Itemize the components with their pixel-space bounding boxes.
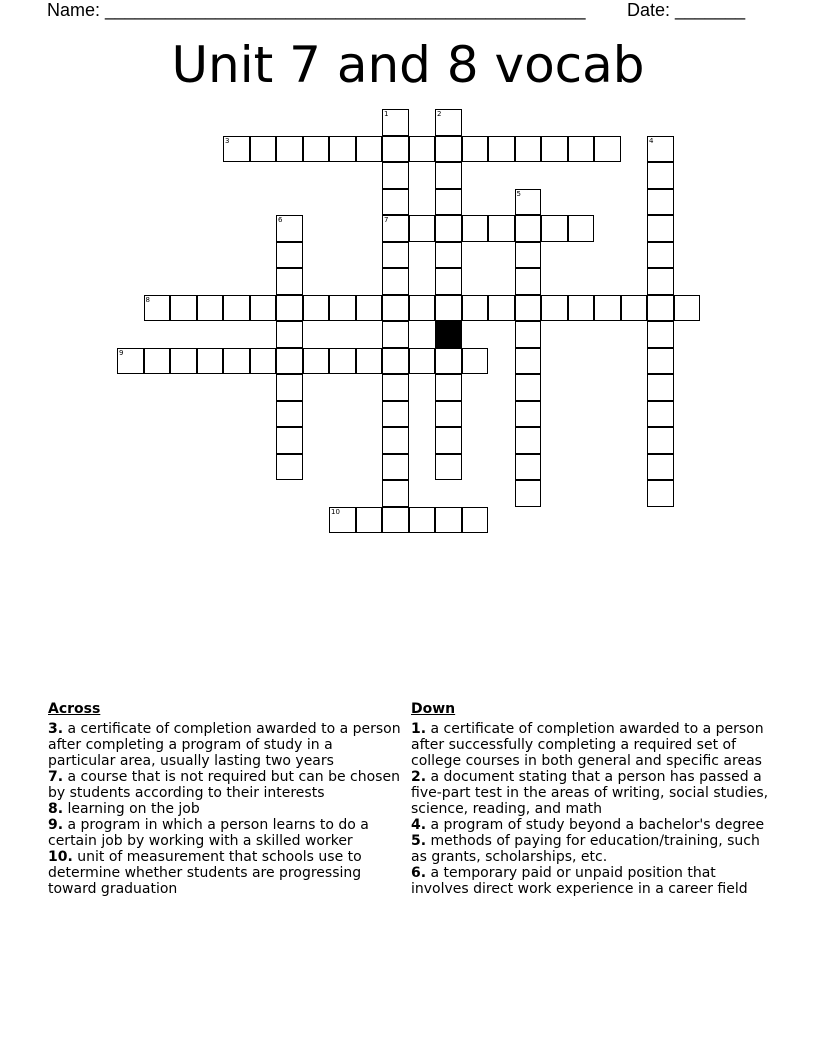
- grid-cell[interactable]: [647, 454, 674, 481]
- across-clue: [48, 801, 403, 817]
- grid-cell[interactable]: [382, 295, 409, 322]
- grid-cell[interactable]: [515, 136, 542, 163]
- grid-cell[interactable]: [647, 374, 674, 401]
- across-clue: [48, 769, 403, 801]
- grid-cell[interactable]: [223, 348, 250, 375]
- grid-cell[interactable]: [276, 321, 303, 348]
- clue-number: 10: [331, 507, 340, 516]
- grid-cell[interactable]: [170, 348, 197, 375]
- grid-cell[interactable]: [674, 295, 701, 322]
- grid-cell[interactable]: [515, 348, 542, 375]
- grid-cell[interactable]: [515, 454, 542, 481]
- grid-cell[interactable]: [382, 242, 409, 269]
- grid-cell[interactable]: [647, 348, 674, 375]
- grid-cell[interactable]: [276, 215, 303, 242]
- across-clues: [48, 701, 403, 897]
- grid-cell[interactable]: [382, 454, 409, 481]
- clue-number: 7: [384, 216, 389, 224]
- grid-cell[interactable]: [647, 162, 674, 189]
- grid-cell[interactable]: [409, 295, 436, 322]
- grid-cell[interactable]: [647, 321, 674, 348]
- clue-label: 6.: [411, 865, 427, 881]
- across-clue: [48, 817, 403, 849]
- grid-cell[interactable]: [329, 295, 356, 322]
- grid-cell[interactable]: [647, 136, 674, 163]
- clue-number: 3: [225, 136, 230, 145]
- down-clue: [411, 865, 771, 897]
- grid-cell[interactable]: [197, 295, 224, 322]
- grid-cell[interactable]: [647, 189, 674, 216]
- grid-cell[interactable]: [435, 401, 462, 428]
- grid-cell[interactable]: [382, 401, 409, 428]
- clue-label: 5.: [411, 833, 427, 849]
- grid-cell[interactable]: [515, 242, 542, 269]
- grid-cell[interactable]: [647, 295, 674, 322]
- grid-cell[interactable]: [382, 215, 409, 242]
- grid-cell[interactable]: [594, 136, 621, 163]
- grid-cell[interactable]: [541, 215, 568, 242]
- grid-cell[interactable]: [435, 295, 462, 322]
- grid-cell[interactable]: [515, 374, 542, 401]
- grid-cell[interactable]: [382, 348, 409, 375]
- grid-cell[interactable]: [621, 295, 648, 322]
- grid-cell[interactable]: [170, 295, 197, 322]
- grid-cell[interactable]: [382, 427, 409, 454]
- grid-cell[interactable]: [515, 480, 542, 507]
- grid-cell[interactable]: [515, 189, 542, 216]
- clue-text: a document stating that a person has passed a five-part test in the areas of writing, social studies, science, reading, and math: [411, 769, 769, 817]
- clue-number: 5: [516, 189, 521, 198]
- clue-text: a certificate of completion awarded to a person after successfully completing a required set of college courses in both general and specific areas: [411, 721, 764, 769]
- grid-cell[interactable]: [435, 268, 462, 295]
- grid-cell[interactable]: [647, 480, 674, 507]
- clue-text: methods of paying for education/training, such as grants, scholarships, etc.: [411, 833, 760, 865]
- clue-text: a certificate of completion awarded to a person after completing a program of study in a particular area, usually lasting two years: [48, 721, 401, 769]
- clue-text: a temporary paid or unpaid position that involves direct work experience in a career field: [411, 865, 748, 897]
- grid-cell[interactable]: [223, 136, 250, 163]
- grid-cell[interactable]: [250, 295, 277, 322]
- grid-cell[interactable]: [250, 348, 277, 375]
- grid-cell[interactable]: [303, 136, 330, 163]
- grid-cell[interactable]: [144, 348, 171, 375]
- grid-cell[interactable]: [647, 215, 674, 242]
- clue-label: 10.: [48, 849, 73, 865]
- grid-cell[interactable]: [356, 507, 383, 534]
- grid-cell[interactable]: [435, 162, 462, 189]
- across-clue-list: [48, 721, 403, 897]
- grid-cell[interactable]: [409, 136, 436, 163]
- clue-label: 9.: [48, 817, 64, 833]
- clue-number: 8: [145, 295, 150, 304]
- grid-cell[interactable]: [409, 348, 436, 375]
- clue-label: 2.: [411, 769, 427, 785]
- grid-cell[interactable]: [276, 454, 303, 481]
- clue-label: 7.: [48, 769, 64, 785]
- clue-number: 2: [437, 110, 442, 118]
- grid-cell[interactable]: [382, 189, 409, 216]
- clue-number: 1: [384, 110, 389, 118]
- grid-cell[interactable]: [515, 321, 542, 348]
- grid-cell[interactable]: [435, 189, 462, 216]
- down-clue: [411, 817, 771, 833]
- grid-cell[interactable]: [435, 507, 462, 534]
- down-clues: [411, 701, 771, 897]
- clue-number: 4: [649, 136, 654, 145]
- clue-text: unit of measurement that schools use to determine whether students are progressing toward graduation: [48, 849, 362, 897]
- grid-cell[interactable]: [329, 348, 356, 375]
- across-heading: Across: [48, 701, 101, 717]
- grid-cell[interactable]: [435, 374, 462, 401]
- clue-text: learning on the job: [63, 801, 200, 817]
- grid-cell[interactable]: [568, 136, 595, 163]
- grid-cell[interactable]: [435, 109, 462, 136]
- grid-cell[interactable]: [647, 401, 674, 428]
- grid-cell[interactable]: [382, 374, 409, 401]
- grid-cell[interactable]: [117, 348, 144, 375]
- grid-cell[interactable]: [647, 268, 674, 295]
- grid-cell[interactable]: [276, 401, 303, 428]
- grid-cell[interactable]: [356, 295, 383, 322]
- grid-cell[interactable]: [462, 295, 489, 322]
- grid-cell[interactable]: [144, 295, 171, 322]
- name-field-label: Name: ________________________________________________: [47, 0, 586, 20]
- grid-cell[interactable]: [488, 295, 515, 322]
- grid-cell[interactable]: [435, 348, 462, 375]
- across-clue: [48, 721, 403, 769]
- black-square: [435, 321, 462, 348]
- grid-cell[interactable]: [435, 136, 462, 163]
- grid-cell[interactable]: [356, 348, 383, 375]
- grid-cell[interactable]: [541, 295, 568, 322]
- grid-cell[interactable]: [462, 507, 489, 534]
- grid-cell[interactable]: [515, 215, 542, 242]
- grid-cell[interactable]: [276, 348, 303, 375]
- grid-cell[interactable]: [382, 109, 409, 136]
- page-title: Unit 7 and 8 vocab: [171, 36, 645, 94]
- grid-cell[interactable]: [647, 427, 674, 454]
- clue-label: 8.: [48, 801, 64, 817]
- grid-cell[interactable]: [329, 136, 356, 163]
- grid-cell[interactable]: [303, 295, 330, 322]
- grid-cell[interactable]: [488, 215, 515, 242]
- clue-text: a program in which a person learns to do a certain job by working with a skilled worker: [48, 817, 369, 849]
- grid-cell[interactable]: [647, 242, 674, 269]
- grid-cell[interactable]: [515, 268, 542, 295]
- grid-cell[interactable]: [382, 480, 409, 507]
- grid-cell[interactable]: [435, 242, 462, 269]
- grid-cell[interactable]: [382, 321, 409, 348]
- grid-cell[interactable]: [382, 268, 409, 295]
- grid-cell[interactable]: [276, 295, 303, 322]
- grid-cell[interactable]: [197, 348, 224, 375]
- grid-cell[interactable]: [276, 242, 303, 269]
- clue-label: 3.: [48, 721, 64, 737]
- clue-number: 6: [278, 216, 283, 224]
- grid-cell[interactable]: [276, 427, 303, 454]
- grid-cell[interactable]: [435, 215, 462, 242]
- grid-cell[interactable]: [515, 295, 542, 322]
- grid-cell[interactable]: [515, 427, 542, 454]
- grid-cell[interactable]: [541, 136, 568, 163]
- grid-cell[interactable]: [250, 136, 277, 163]
- grid-cell[interactable]: [568, 215, 595, 242]
- grid-cell[interactable]: [382, 136, 409, 163]
- grid-cell[interactable]: [276, 136, 303, 163]
- clue-text: a course that is not required but can be chosen by students according to their interests: [48, 769, 400, 801]
- grid-cell[interactable]: [462, 215, 489, 242]
- down-clue: [411, 833, 771, 865]
- clue-number: 9: [119, 348, 124, 357]
- grid-cell[interactable]: [435, 454, 462, 481]
- date-field-label: Date: _______: [627, 0, 746, 20]
- grid-cell[interactable]: [515, 401, 542, 428]
- down-heading: Down: [411, 701, 456, 717]
- clue-text: a program of study beyond a bachelor's degree: [426, 817, 765, 833]
- grid-cell[interactable]: [303, 348, 330, 375]
- grid-cell[interactable]: [329, 507, 356, 534]
- grid-cell[interactable]: [462, 348, 489, 375]
- grid-cell[interactable]: [568, 295, 595, 322]
- across-clue: [48, 849, 403, 897]
- grid-cell[interactable]: [462, 136, 489, 163]
- grid-cell[interactable]: [488, 136, 515, 163]
- grid-cell[interactable]: [223, 295, 250, 322]
- grid-cell[interactable]: [409, 507, 436, 534]
- grid-cell[interactable]: [276, 374, 303, 401]
- down-clue: [411, 769, 771, 817]
- grid-cell[interactable]: [382, 162, 409, 189]
- grid-cell[interactable]: [356, 136, 383, 163]
- clue-label: 1.: [411, 721, 427, 737]
- grid-cell[interactable]: [409, 215, 436, 242]
- grid-cell[interactable]: [594, 295, 621, 322]
- down-clue-list: [411, 721, 771, 897]
- clue-label: 4.: [411, 817, 427, 833]
- down-clue: [411, 721, 771, 769]
- grid-cell[interactable]: [276, 268, 303, 295]
- grid-cell[interactable]: [435, 427, 462, 454]
- grid-cell[interactable]: [382, 507, 409, 534]
